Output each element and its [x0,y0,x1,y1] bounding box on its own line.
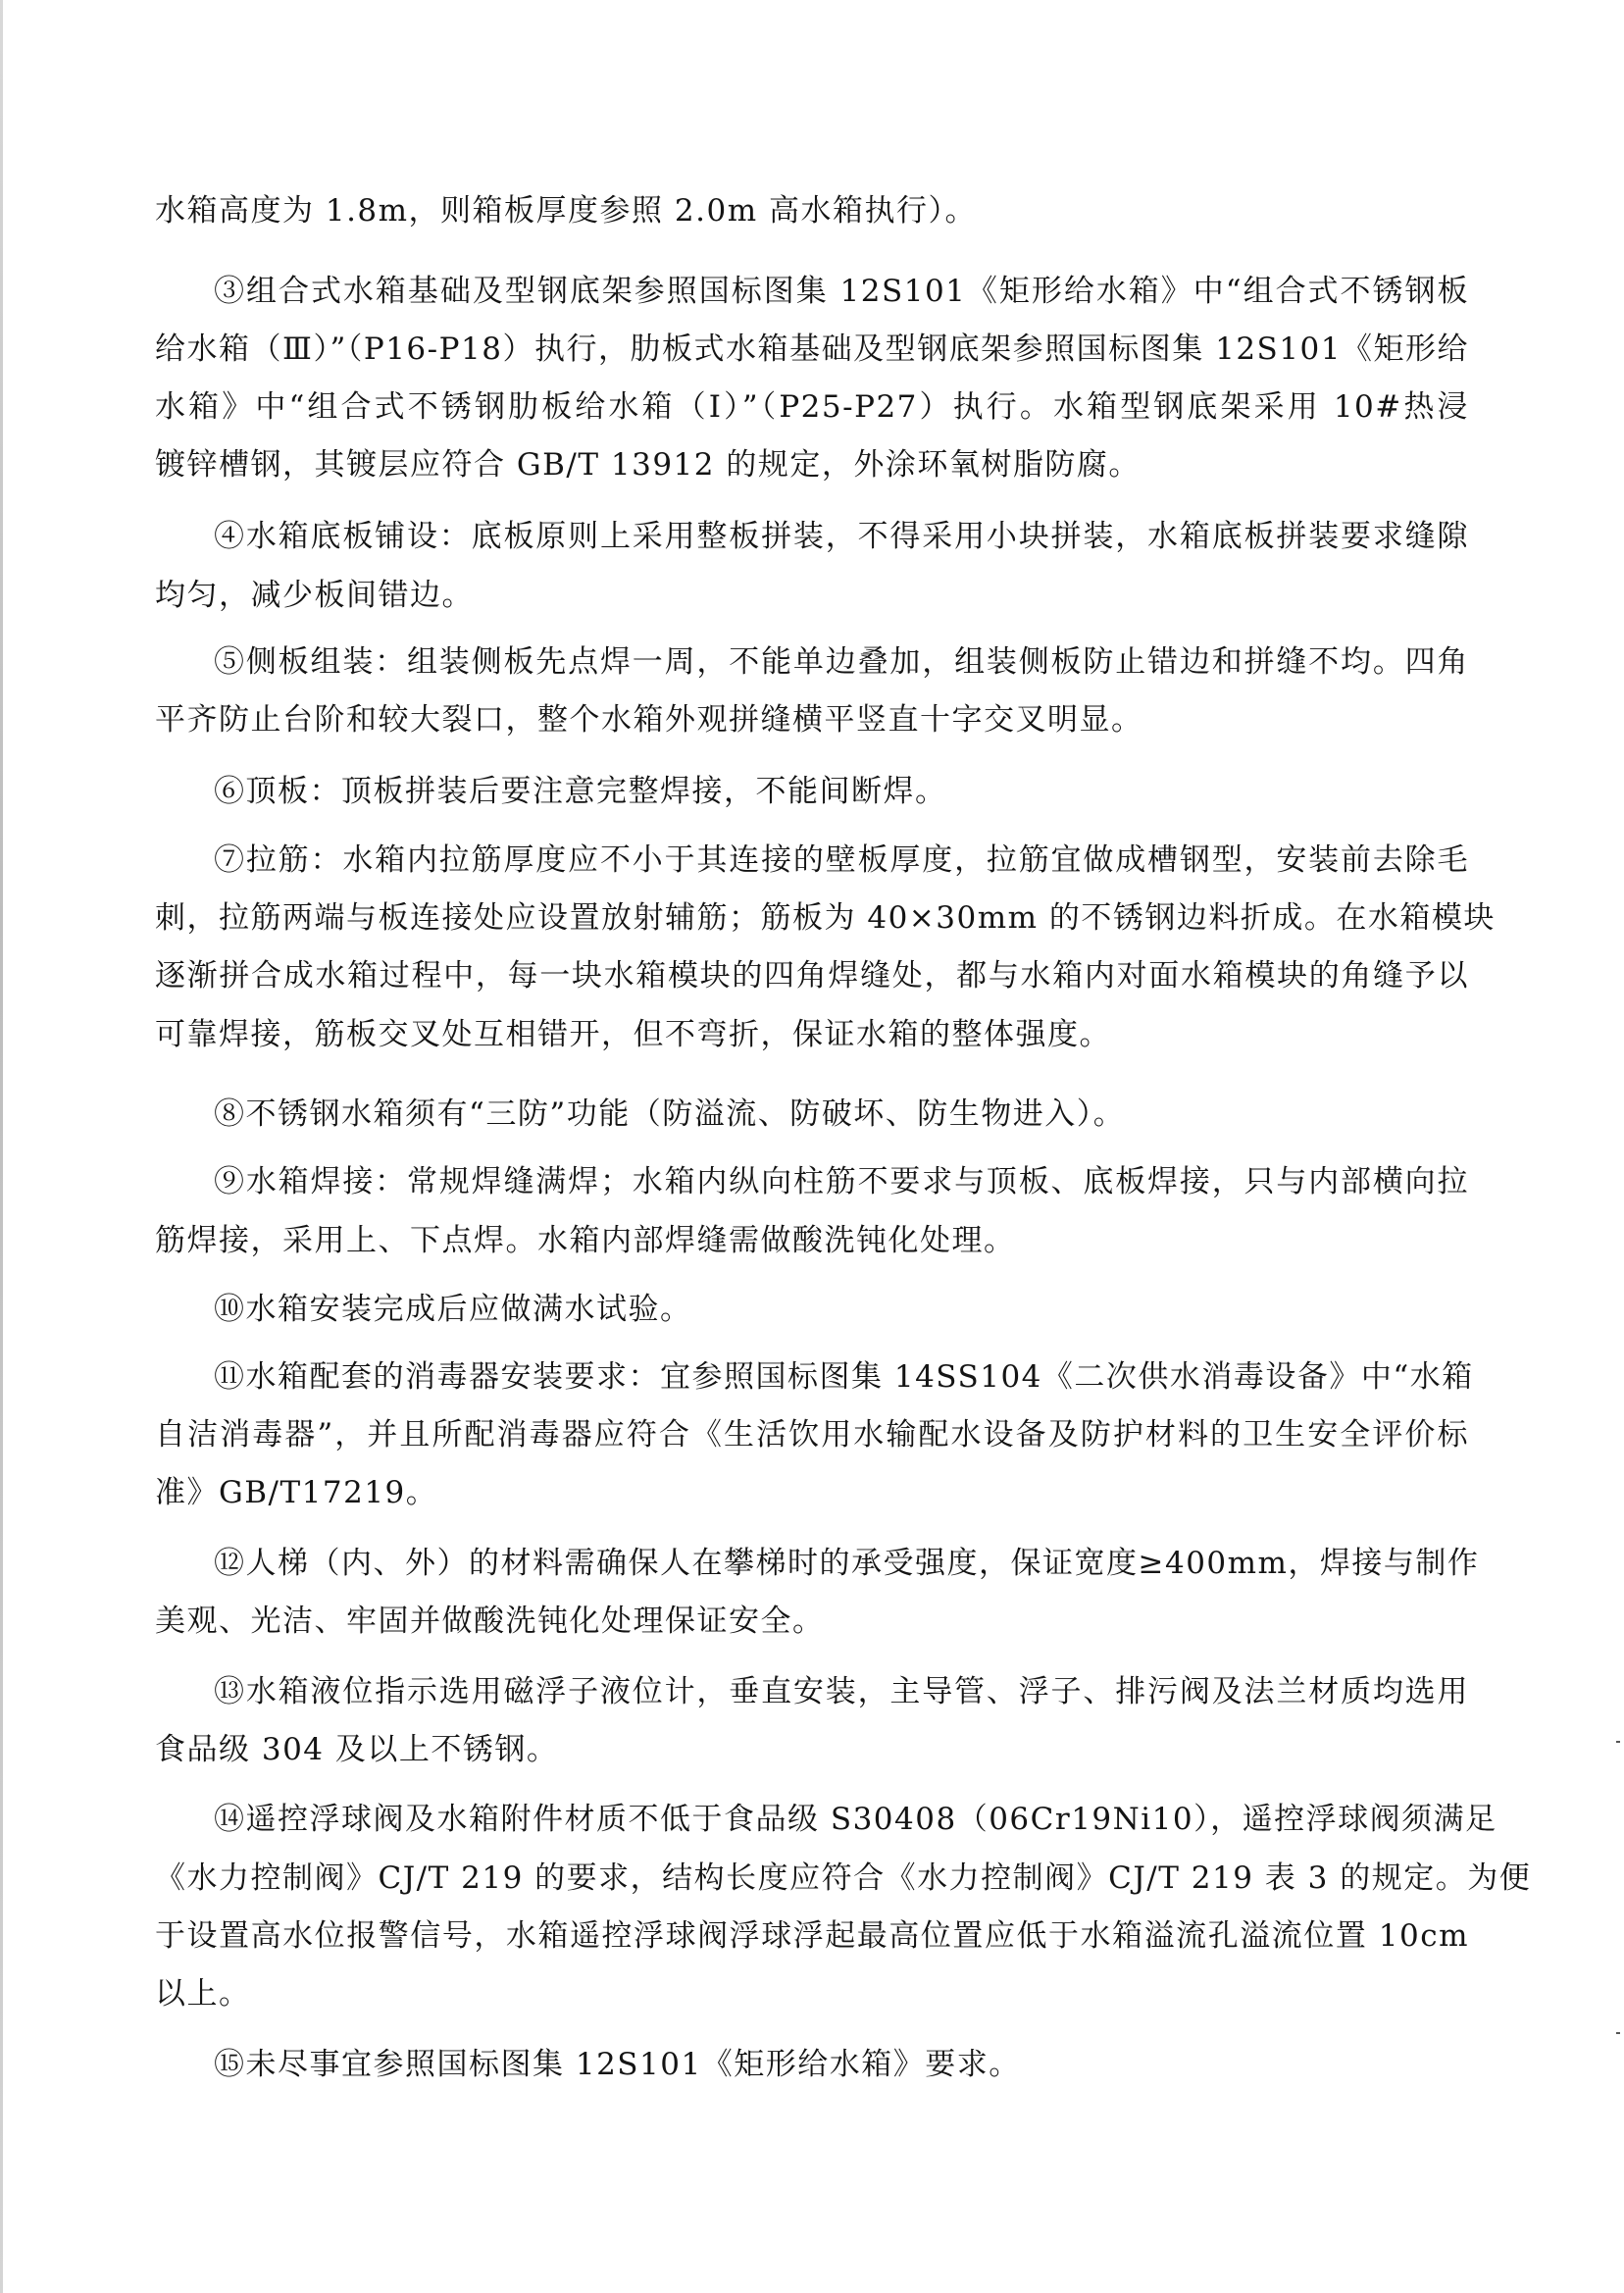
item-12-line-1: ⑫人梯（内、外）的材料需确保人在攀梯时的承受强度，保证宽度≥400mm，焊接与制作 [214,1546,1480,1581]
item-12-line-2: 美观、光洁、牢固并做酸洗钝化处理保证安全。 [155,1604,825,1639]
item-4-line-1: ④水箱底板铺设：底板原则上采用整板拼装，不得采用小块拼装，水箱底板拼装要求缝隙 [214,519,1469,554]
item-9-line-1: ⑨水箱焊接：常规焊缝满焊；水箱内纵向柱筋不要求与顶板、底板焊接，只与内部横向拉 [214,1164,1469,1199]
item-11-line-1: ⑪水箱配套的消毒器安装要求：宜参照国标图集 14SS104《二次供水消毒设备》中“水箱 [214,1359,1474,1395]
item-7-line-1: ⑦拉筋：水箱内拉筋厚度应不小于其连接的壁板厚度，拉筋宜做成槽钢型，安装前去除毛 [214,842,1469,878]
item-6-line-1: ⑥顶板：顶板拼装后要注意完整焊接，不能间断焊。 [214,774,947,809]
item-8-line-1: ⑧不锈钢水箱须有“三防”功能（防溢流、防破坏、防生物进入）。 [214,1096,1126,1132]
item-14-line-1: ⑭遥控浮球阀及水箱附件材质不低于食品级 S30408（06Cr19Ni10），遥控浮球阀须满足 [214,1802,1497,1837]
item-14-line-3: 于设置高水位报警信号，水箱遥控浮球阀浮球浮起最高位置应低于水箱溢流孔溢流位置 10cm [155,1918,1469,1954]
item-13-line-2: 食品级 304 及以上不锈钢。 [155,1732,559,1767]
item-15-line-1: ⑮未尽事宜参照国标图集 12S101《矩形给水箱》要求。 [214,2047,1021,2082]
text-line-1: 水箱高度为 1.8m，则箱板厚度参照 2.0m 高水箱执行）。 [155,193,977,229]
scan-speck [1616,1741,1620,1743]
item-3-line-4: 镀锌槽钢，其镀层应符合 GB/T 13912 的规定，外涂环氧树脂防腐。 [155,447,1141,483]
item-7-line-4: 可靠焊接，筋板交叉处互相错开，但不弯折，保证水箱的整体强度。 [155,1017,1111,1052]
item-9-line-2: 筋焊接，采用上、下点焊。水箱内部焊缝需做酸洗钝化处理。 [155,1223,1016,1258]
item-5-line-2: 平齐防止台阶和较大裂口，整个水箱外观拼缝横平竖直十字交叉明显。 [155,702,1143,738]
item-11-line-3: 准》GB/T17219。 [155,1475,438,1510]
item-4-line-2: 均匀，减少板间错边。 [155,578,474,613]
item-10-line-1: ⑩水箱安装完成后应做满水试验。 [214,1292,692,1327]
scan-speck [1616,2032,1620,2034]
item-11-line-2: 自洁消毒器”，并且所配消毒器应符合《生活饮用水输配水设备及防护材料的卫生安全评价标 [155,1417,1469,1452]
item-3-line-2: 给水箱（Ⅲ）”（P16-P18）执行，肋板式水箱基础及型钢底架参照国标图集 12S101《矩形给 [155,331,1469,367]
item-5-line-1: ⑤侧板组装：组装侧板先点焊一周，不能单边叠加，组装侧板防止错边和拼缝不均。四角 [214,644,1469,680]
item-14-line-4: 以上。 [155,1976,251,2012]
item-13-line-1: ⑬水箱液位指示选用磁浮子液位计，垂直安装，主导管、浮子、排污阀及法兰材质均选用 [214,1674,1469,1709]
item-7-line-2: 刺，拉筋两端与板连接处应设置放射辅筋；筋板为 40×30mm 的不锈钢边料折成。在水箱模块 [155,900,1496,936]
item-14-line-2: 《水力控制阀》CJ/T 219 的要求，结构长度应符合《水力控制阀》CJ/T 219 表 3 的规定。为便 [155,1860,1532,1896]
item-7-line-3: 逐渐拼合成水箱过程中，每一块水箱模块的四角焊缝处，都与水箱内对面水箱模块的角缝予以 [155,958,1469,994]
item-3-line-3: 水箱》中“组合式不锈钢肋板给水箱（Ⅰ）”（P25-P27）执行。水箱型钢底架采用 10#热浸 [155,389,1469,425]
item-3-line-1: ③组合式水箱基础及型钢底架参照国标图集 12S101《矩形给水箱》中“组合式不锈钢板 [214,274,1469,309]
